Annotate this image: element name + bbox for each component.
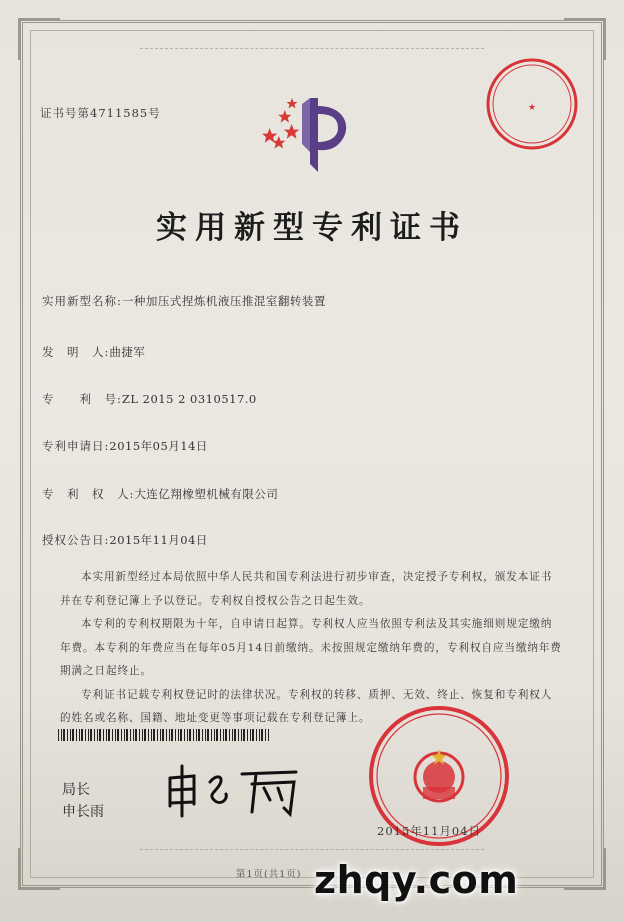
- body-paragraph: 本专利的专利权期限为十年，自申请日起算。专利权人应当依照专利法及其实施细则规定缴纳年费。本专利的年费应当在每年05月14日前缴纳。未按照规定缴纳年费的，专利权自应当缴纳年费期满之日起终止。: [60, 618, 562, 677]
- corner-ornament: [564, 18, 606, 60]
- field-inventor: [42, 344, 145, 360]
- field-label: 实用新型名称:: [42, 294, 122, 308]
- seal-date: 2015年11月04日: [377, 824, 482, 838]
- top-ornament: [140, 22, 484, 49]
- field-value: 大连亿翔橡塑机械有限公司: [134, 487, 279, 501]
- certificate-number: 证书号第4711585号: [40, 106, 161, 120]
- field-label: 专利申请日:: [42, 439, 110, 453]
- watermark: zhqy.com: [314, 858, 519, 902]
- field-label: 授权公告日:: [42, 533, 110, 547]
- field-value: 2015年05月14日: [109, 439, 208, 453]
- field-patent-number: [42, 391, 257, 407]
- field-application-date: [42, 438, 208, 454]
- field-value: 2015年11月04日: [109, 533, 208, 547]
- corner-ornament: [564, 848, 606, 890]
- field-label: 专 利 权 人:: [42, 487, 135, 501]
- patent-office-logo-icon: [258, 92, 358, 178]
- small-seal-stamp-icon: [484, 56, 580, 152]
- body-paragraph: 专利证书记载专利权登记时的法律状况。专利权的转移、质押、无效、终止、恢复和专利权人的姓名或名称、国籍、地址变更等事项记载在专利登记簿上。: [60, 688, 553, 724]
- body-paragraph: 本实用新型经过本局依照中华人民共和国专利法进行初步审查，决定授予专利权，颁发本证书并在专利登记簿上予以登记。专利权自授权公告之日起生效。: [60, 571, 553, 607]
- field-label: 专 利 号:: [42, 392, 122, 406]
- barcode: [58, 729, 270, 741]
- corner-ornament: [18, 848, 60, 890]
- handwritten-signature: [160, 760, 310, 820]
- field-patentee: [42, 486, 278, 502]
- director-title: 局长: [62, 782, 90, 798]
- field-utility-model-name: [42, 293, 326, 309]
- director-name: 申长雨: [62, 804, 104, 820]
- certificate-title: 实用新型专利证书: [156, 210, 468, 246]
- field-label: 发 明 人:: [42, 345, 110, 359]
- svg-text:★: ★: [527, 103, 537, 113]
- field-grant-date: [42, 532, 208, 548]
- corner-ornament: [18, 18, 60, 60]
- field-value: ZL 2015 2 0310517.0: [121, 392, 257, 406]
- field-value: 一种加压式捏炼机液压推混室翻转装置: [121, 294, 326, 308]
- page-number: 第1页(共1页): [236, 869, 302, 880]
- field-value: 曲捷军: [109, 345, 146, 359]
